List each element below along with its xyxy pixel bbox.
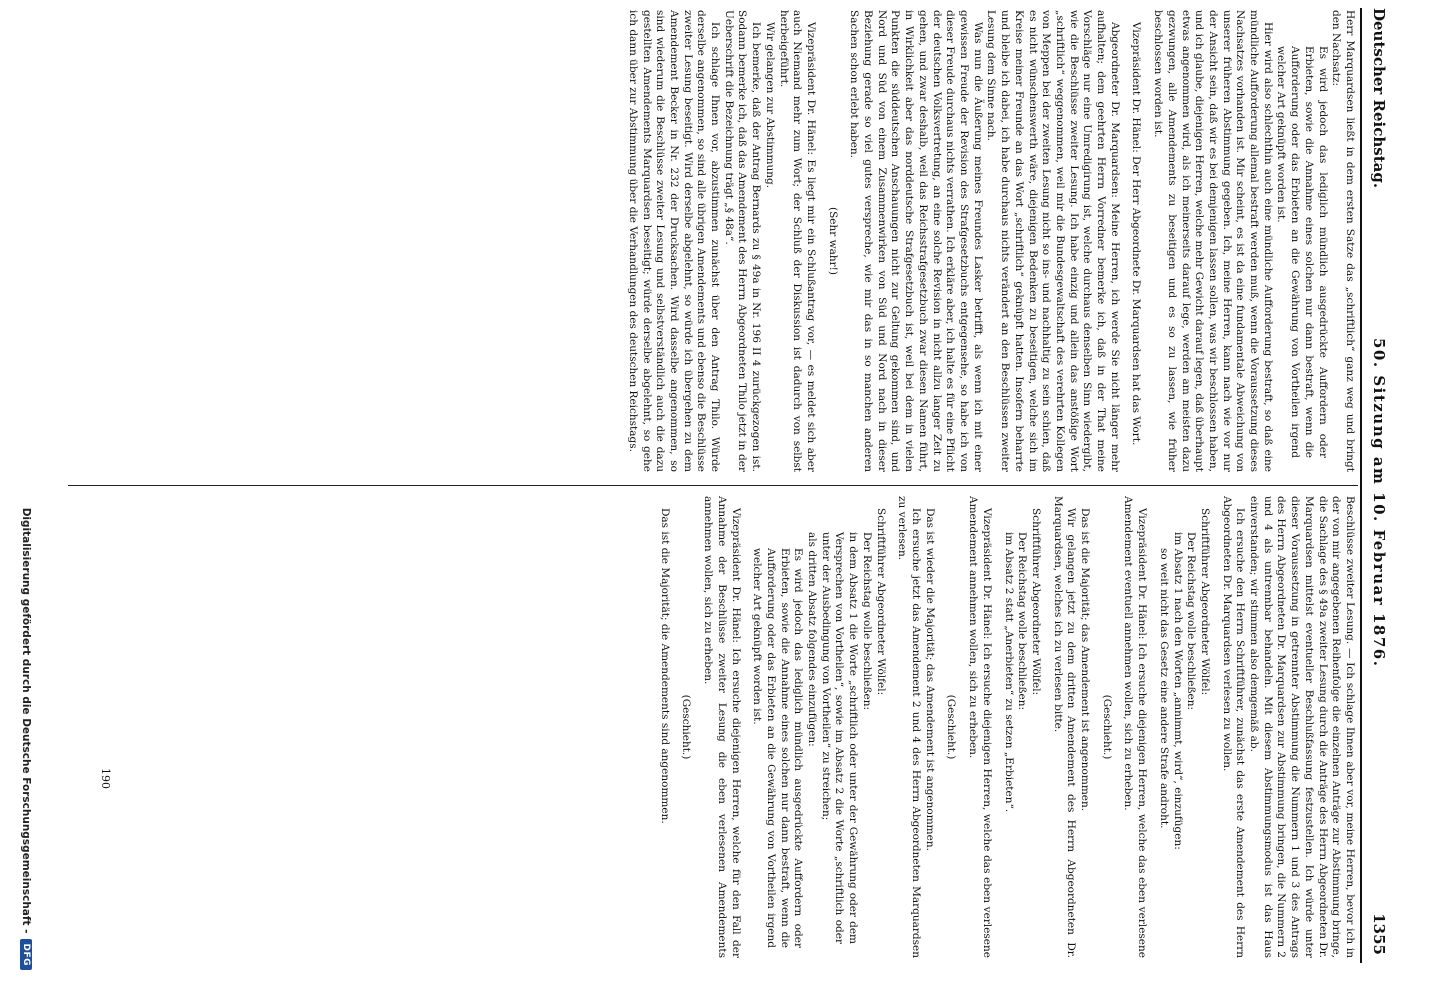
paragraph: Beschlüsse zweiter Lesung. — Ich schlage Ihnen aber vor, meine Herren, bevor ich in der von mir angegebenen Reihenfolge die einzelnen Anträge zur Abstimmung bringe, die Sachlage des § 49a zweiter Lesung durch die Anträge des Herrn Abgeordneten Dr. Marquardsen mittelst eventueller Beschlußfassung festzustellen. Ich würde unter dieser Voraussetzung in getrennter Abstimmung die Nummern 1 und 3 des Antrags des Herrn Abgeordneten Dr. Marquardsen zur Abstimmung bringen, die Nummern 2 und 4 als untrennbar behandeln. Mit diesem Abstimmungsmodus ist das Haus einverstanden; wir stimmen also demgemäß ab. — [1248, 496, 1356, 958]
motion-line: Der Reichstag wolle beschließen: — [860, 532, 873, 711]
right-column — [68, 496, 1356, 958]
paragraph: Das ist wieder die Majorität; das Amendement ist angenommen. — [923, 508, 936, 851]
digitization-credit — [14, 30, 32, 970]
dfg-logo-icon: DFG — [20, 939, 32, 970]
secretary-announcement: Schriftführer Abgeordneter Wölfel: — [874, 508, 887, 696]
motion-line: so weit nicht das Gesetz eine andere Strafe androht. — [1157, 548, 1170, 829]
paragraph: Das ist die Majorität; das Amendement ist angenommen. — [1079, 508, 1092, 812]
paragraph: Wir gelangen zur Abstimmung. — [763, 22, 776, 189]
secretary-announcement: Schriftführer Abgeordneter Wölfel: — [1198, 508, 1211, 696]
header-session: 50. Sitzung am 10. Februar 1876. — [1370, 338, 1388, 668]
speech-paragraph: Abgeordneter Dr. Marquardsen: Meine Herren, ich werde Sie nicht länger mehr aufhalten; dem geehrten Herrn Vorredner bemerke ich, daß in der That meine Vorschläge nur eine Umredigirung ist, welche durchaus denselben Sinn wiedergibt, wie die Beschlüsse zweiter Lesung. Ich habe einzig und allein das anstößige Wort „schriftlich“ weggenommen, weil mir die Bundesgewaltschaft des verehrten Kollegen von Meppen bei der zweiten Lesung nicht so ins- und nachhaltig zu sein schien, daß es nicht wünschenswerth wäre, diejenigen Bedenken zu beseitigen, welche sich im Kreise meiner Freunde an das Wort „schriftlich“ geknüpft hatten. Insofern beharrte und bleibe ich dabei, ich habe durchaus nichts verändert an den Beschlüssen zweiter Lesung dem Sinne nach. — [985, 10, 1121, 472]
quoted-amendment: Es wird jedoch das lediglich mündlich ausgedrückte Auffordern oder Erbieten, sowie die Annahme eines solchen nur dann bestraft, wenn die Aufforderung oder das Erbieten an die Gewährung von Vortheilen irgend welcher Art geknüpft worden ist. — [1275, 46, 1329, 458]
motion-line: Der Reichstag wolle beschließen: — [1016, 532, 1029, 711]
speaker-announcement: Vizepräsident Dr. Hänel: Es liegt mir ein Schlußantrag vor, — es meldet sich aber auch Niemand mehr zum Wort; der Schluß der Diskussion ist dadurch von selbst herbeigeführt. — [777, 10, 817, 472]
column-divider — [68, 485, 1358, 486]
interjection: (Geschieht.) — [945, 694, 958, 760]
paragraph: Ich schlage Ihnen vor, abzustimmen zunächst über den Antrag Thilo. Würde derselbe angenommen, so sind alle übrigen Amendements und ebenso die Beschlüsse zweiter Lesung beseitigt. Wird derselbe abgelehnt, so würde ich übergehen zu dem Amendement Becker in Nr. 232 der Drucksachen. Wird dasselbe angenommen, so sind wiederum die Beschlüsse zweiter Lesung und selbstverständlich auch die dazu gestellten Amendements Marquardsen beseitigt; würde derselbe abgelehnt, so gehe ich dann über zur Abstimmung über die Verhandlungen des deutschen Reichstags. — [626, 10, 722, 472]
speaker-announcement: Vizepräsident Dr. Hänel: Ich ersuche diejenigen Herren, welche das eben verlesene Amendement annehmen wollen, sich zu erheben. — [967, 496, 993, 958]
signature-number: 190 — [99, 768, 112, 789]
motion-line: Der Reichstag wolle beschließen: — [1185, 532, 1198, 711]
paragraph: Ich bemerke, daß der Antrag Bernards zu § 49a in Nr. 196 II 4 zurückgezogen ist. Sodann bemerke ich, daß das Amendement des Herrn Abgeordneten Thilo jetzt in der Ueberschrift die Bezeichnung trägt „§ 48a“. — [722, 10, 763, 472]
newspaper-page — [57, 8, 1402, 963]
interjection: (Sehr wahr!) — [826, 207, 839, 275]
quoted-amendment: Es wird jedoch das lediglich mündlich ausgedrückte Auffordern oder Erbieten, sowie die Annahme eines solchen nur dann bestraft, wenn die Aufforderung oder das Erbieten an die Gewährung von Vortheilen irgend welcher Art geknüpft worden ist. — [751, 548, 805, 948]
interjection: (Geschieht.) — [1100, 694, 1113, 760]
speaker-announcement: Vizepräsident Dr. Hänel: Der Herr Abgeordnete Dr. Marquardsen hat das Wort. — [1130, 22, 1143, 446]
paragraph: Ich ersuche jetzt das Amendement 2 und 4 des Herrn Abgeordneten Marquardsen zu verlesen. — [896, 496, 923, 958]
secretary-announcement: Schriftführer Abgeordneter Wölfel: — [1029, 508, 1042, 696]
header-page-number: 1355 — [1370, 913, 1388, 955]
page-header — [1360, 8, 1402, 963]
speaker-announcement: Vizepräsident Dr. Hänel: Ich ersuche diejenigen Herren, welche für den Fall der Annahme der Beschlüsse zweiter Lesung die eben verlesenen Amendements annehmen wollen, sich zu erheben. — [702, 496, 742, 958]
paragraph: Herr Marquardsen ließt in dem ersten Satze das „schriftlich“ ganz weg und bringt den Nachsatz: — [1330, 10, 1356, 472]
motion-line: als dritten Absatz folgendes einzufügen: — [806, 532, 819, 747]
paragraph: Hier wird also schlechthin auch eine mündliche Aufforderung bestraft, so daß eine mündliche Aufforderung allemal bestraft werden muß, wenn die Voraussetzung dieses Nachsatzes vorhanden ist. Mir scheint, es ist da eine fundamentale Abweichung von unserer früheren Abstimmung gegeben. Ich, meine Herren, kann nach wie vor nur der Ansicht sein, daß wir es bei demjenigen lassen sollen, was wir beschlossen haben, und ich glaube, diejenigen Herren, welche mehr Gewicht darauf legen, daß überhaupt etwas angenommen wird, als ich meinerseits darauf lege, werden am meisten dazu gezwungen, alle Amendements zu beseitigen und es so zu lassen, wie früher beschlossen worden ist. — [1152, 10, 1274, 472]
header-publication: Deutscher Reichstag. — [1370, 8, 1388, 189]
interjection: (Geschieht.) — [680, 694, 693, 760]
paragraph: Wir gelangen jetzt zu dem dritten Amendement des Herrn Abgeordneten Dr. Marquardsen, welches ich zu verlesen bitte. — [1051, 496, 1078, 958]
left-column — [68, 10, 1356, 472]
motion-line: in dem Absatz 1 die Worte „schriftlich oder unter der Gewährung oder dem Versprechen von Vortheilen“, sowie im Absatz 2 die Worte „schriftlich oder unter der Ausbedingung von Vortheilen“ zu streichen; — [819, 532, 860, 944]
motion-line: im Absatz 2 statt „Anerbieten“ zu setzen „Erbieten“. — [1002, 532, 1015, 813]
speaker-announcement: Vizepräsident Dr. Hänel: Ich ersuche diejenigen Herren, welche das eben verlesene Amendement eventuell annehmen wollen, sich zu erheben. — [1122, 496, 1149, 958]
speech-paragraph: Was nun die Äußerung meines Freundes Lasker betrifft, als wenn ich mit einer gewissen Freude der Revision des Strafgesetzbuchs entgegensehe, so habe ich von dieser Freude durchaus nichts verrathen. Ich erkläre aber, ich halte es für eine Pflicht der deutschen Volksvertretung, an eine solche Revision in nicht allzu langer Zeit zu gehen, und zwar deshalb, weil das Reichsstrafgesetzbuch zwar diesen Namen führt, in Wirklichkeit aber das norddeutsche Strafgesetzbuch ist, weil bei dem in vielen Punkten die süddeutschen Anschauungen nicht zur Geltung gekommen sind, und Nord und Süd von einem Zusammenwirken von Süd und Nord nach in dieser Beziehung gerade so viel gutes verspreche, wie mir das in so manchen anderen Sachen schon erlebt haben. — [848, 10, 984, 472]
credit-text: Digitalisierung gefördert durch die Deutsche Forschungsgemeinschaft - — [20, 507, 32, 934]
paragraph: Das ist die Majorität; die Amendements sind angenommen. — [658, 508, 671, 824]
header-rule — [1360, 8, 1362, 963]
motion-line: im Absatz 1 nach den Worten „annimmt, wird“, einzufügen: — [1171, 532, 1184, 850]
paragraph: Ich ersuche den Herrn Schriftführer, zunächst das erste Amendement des Herrn Abgeordneten Dr. Marquardsen verlesen zu wollen. — [1220, 496, 1247, 958]
